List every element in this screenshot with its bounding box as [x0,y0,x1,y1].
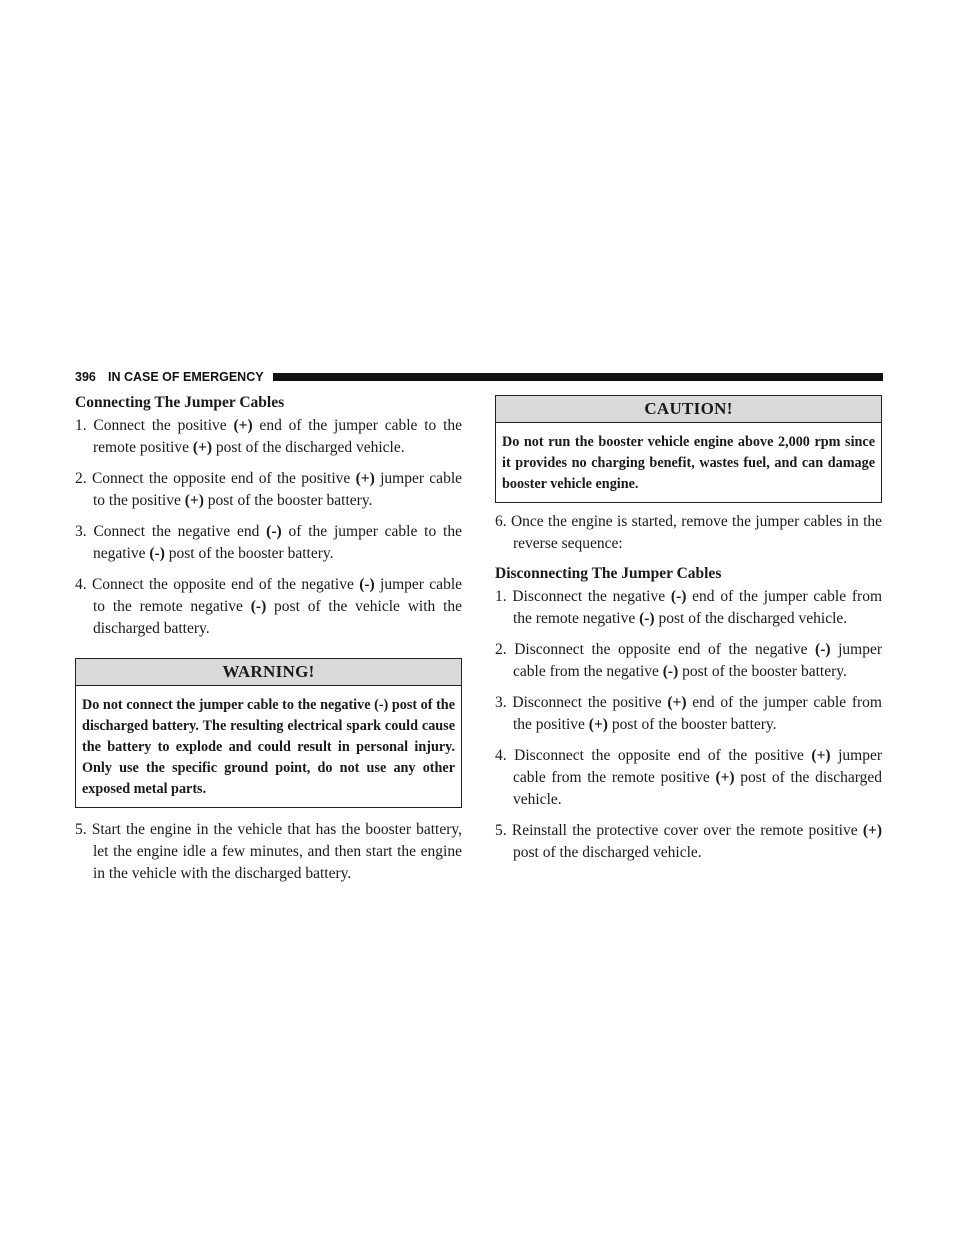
section-title: IN CASE OF EMERGENCY [108,370,264,384]
connect-step-1: 1. Connect the positive (+) end of the jumper cable to the remote positive (+) post of the discharged vehicle. [75,417,463,456]
page-header [75,370,883,384]
disconnect-step-5: 5. Reinstall the protective cover over the remote positive (+) post of the discharged vehicle. [495,822,882,861]
header-rule [273,373,883,381]
right-column [495,395,882,864]
caution-title: CAUTION! [496,396,881,423]
disconnecting-heading: Disconnecting The Jumper Cables [495,565,722,582]
caution-box [495,395,882,503]
connect-step-4: 4. Connect the opposite end of the negative (-) jumper cable to the remote negative (-) post of the vehicle with the discharged battery. [75,576,463,637]
connecting-heading: Connecting The Jumper Cables [75,394,285,411]
connect-step-6: 6. Once the engine is started, remove the jumper cables in the reverse sequence: [495,513,882,552]
caution-body: Do not run the booster vehicle engine above 2,000 rpm since it provides no charging benefit, wastes fuel, and can damage booster vehicle engine. [502,434,875,492]
disconnect-step-3: 3. Disconnect the positive (+) end of the jumper cable from the positive (+) post of the booster battery. [495,694,882,733]
page-number: 396 [75,370,96,384]
disconnect-step-1: 1. Disconnect the negative (-) end of the jumper cable from the remote negative (-) post of the discharged vehicle. [495,588,883,627]
connect-step-5: 5. Start the engine in the vehicle that has the booster battery, let the engine idle a few minutes, and then start the engine in the vehicle with the discharged battery. [75,821,462,882]
connect-step-3: 3. Connect the negative end (-) of the jumper cable to the negative (-) post of the booster battery. [75,523,462,562]
disconnect-step-2: 2. Disconnect the opposite end of the negative (-) jumper cable from the negative (-) post of the booster battery. [495,641,882,680]
left-column [75,392,462,885]
disconnect-step-4: 4. Disconnect the opposite end of the positive (+) jumper cable from the remote positive (+) post of the discharged vehicle. [495,747,883,808]
connect-step-2: 2. Connect the opposite end of the positive (+) jumper cable to the positive (+) post of the booster battery. [75,470,462,509]
warning-title: WARNING! [76,659,461,686]
warning-body: Do not connect the jumper cable to the negative (-) post of the discharged battery. The resulting electrical spark could cause the battery to explode and could result in personal injury. Only use the specific ground point, do not use any other exposed metal parts. [82,697,455,797]
warning-box [75,658,462,808]
